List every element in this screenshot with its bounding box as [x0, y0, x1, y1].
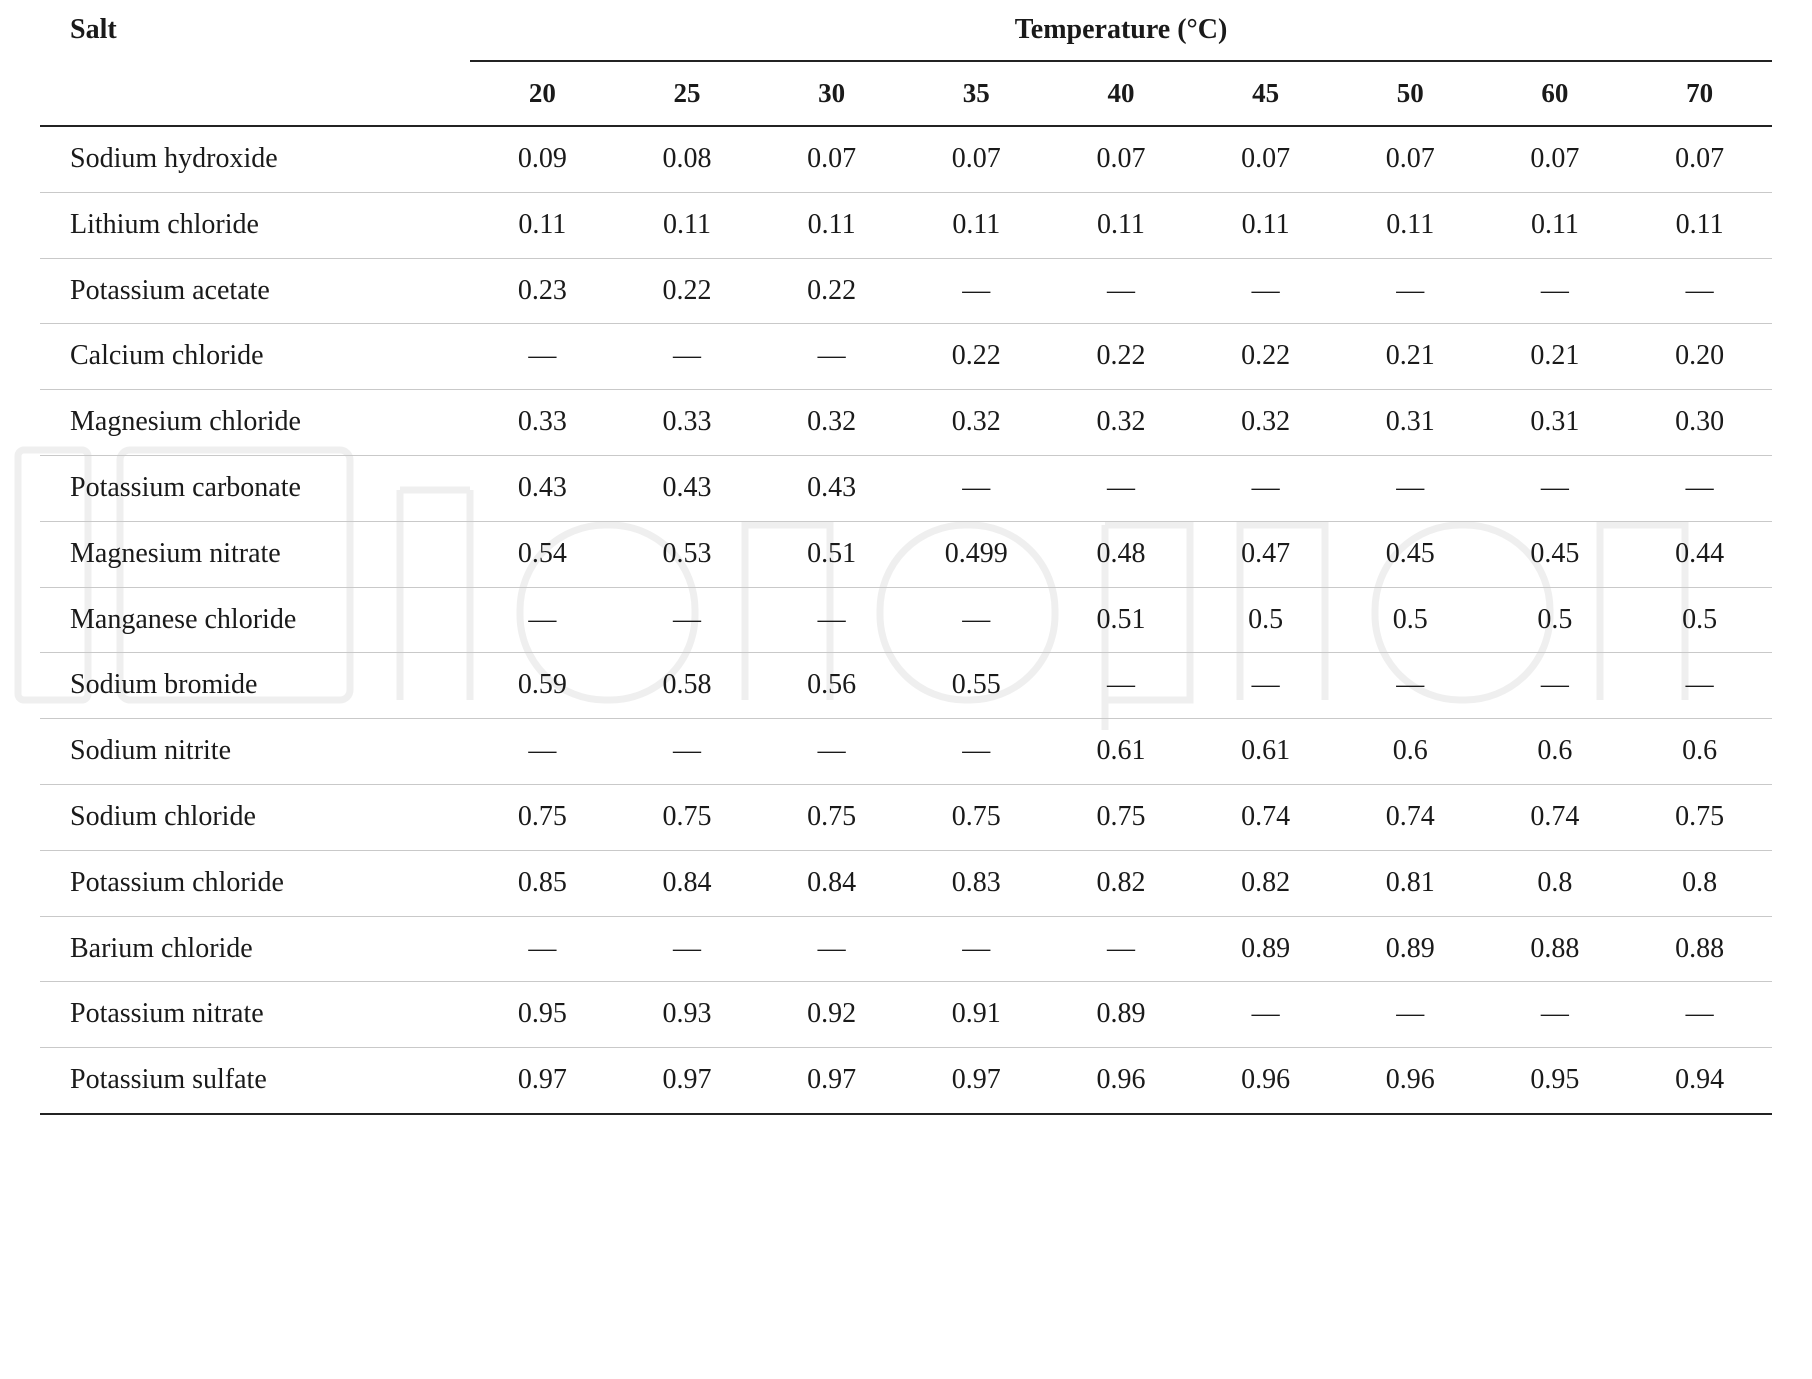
cell-value: 0.32: [1241, 406, 1291, 438]
cell-value: 0.74: [1385, 800, 1435, 832]
cell-value: 0.11: [663, 208, 711, 240]
cell-value: 0.31: [1530, 406, 1580, 438]
cell-value: 0.22: [951, 340, 1001, 372]
cell-value: —: [1540, 669, 1569, 701]
column-header-temp-20: 20: [528, 78, 556, 108]
cell-value: 0.22: [1096, 340, 1146, 372]
cell-value: 0.5: [1682, 603, 1718, 635]
column-header-temp-70: 70: [1686, 78, 1714, 108]
cell-value: 0.82: [1241, 866, 1291, 898]
column-header-temp-35: 35: [962, 78, 990, 108]
cell-value: 0.499: [944, 537, 1008, 569]
cell-value: —: [1396, 274, 1425, 306]
cell-value: —: [1106, 669, 1135, 701]
cell-value: —: [1540, 471, 1569, 503]
cell-value: —: [1396, 998, 1425, 1030]
cell-value: 0.44: [1675, 537, 1725, 569]
cell-value: 0.11: [518, 208, 567, 240]
cell-value: —: [962, 603, 991, 635]
cell-salt-name: Potassium carbonate: [70, 471, 301, 503]
cell-value: 0.6: [1682, 735, 1718, 767]
cell-value: 0.74: [1530, 800, 1580, 832]
cell-salt-name: Magnesium nitrate: [70, 537, 281, 569]
cell-value: —: [1106, 471, 1135, 503]
table-row: [40, 982, 1772, 1048]
cell-value: 0.09: [517, 143, 567, 174]
cell-value: 0.20: [1675, 340, 1725, 372]
cell-value: —: [528, 603, 557, 635]
column-header-salt: Salt: [70, 14, 117, 45]
cell-value: 0.11: [1530, 208, 1579, 240]
cell-value: 0.11: [1096, 208, 1145, 240]
cell-value: —: [1685, 998, 1714, 1030]
cell-value: —: [1106, 932, 1135, 964]
cell-value: 0.75: [517, 800, 567, 832]
table-head: [40, 0, 1772, 126]
cell-value: 0.5: [1537, 603, 1573, 635]
cell-value: 0.08: [662, 143, 712, 174]
cell-value: 0.89: [1385, 932, 1435, 964]
cell-value: 0.96: [1096, 1064, 1146, 1096]
cell-value: 0.6: [1392, 735, 1428, 767]
cell-value: 0.75: [1675, 800, 1725, 832]
cell-value: 0.31: [1385, 406, 1435, 438]
table-row: [40, 653, 1772, 719]
cell-value: 0.96: [1385, 1064, 1435, 1096]
cell-value: —: [1251, 669, 1280, 701]
table-row: [40, 587, 1772, 653]
cell-value: —: [672, 340, 701, 372]
cell-value: 0.8: [1537, 866, 1573, 898]
cell-value: 0.75: [807, 800, 857, 832]
cell-value: 0.32: [951, 406, 1001, 438]
cell-value: —: [528, 932, 557, 964]
cell-value: 0.54: [517, 537, 567, 569]
cell-value: 0.75: [1096, 800, 1146, 832]
cell-value: 0.48: [1096, 537, 1146, 569]
cell-value: 0.97: [662, 1064, 712, 1096]
cell-value: 0.75: [662, 800, 712, 832]
cell-value: 0.88: [1675, 932, 1725, 964]
cell-value: 0.74: [1241, 800, 1291, 832]
cell-value: 0.07: [1530, 143, 1580, 174]
cell-value: 0.81: [1385, 866, 1435, 898]
cell-value: 0.88: [1530, 932, 1580, 964]
cell-value: 0.47: [1241, 537, 1291, 569]
cell-value: 0.96: [1241, 1064, 1291, 1096]
cell-value: 0.11: [1675, 208, 1724, 240]
cell-value: 0.56: [807, 669, 857, 701]
cell-value: —: [817, 340, 846, 372]
cell-value: 0.11: [1386, 208, 1435, 240]
cell-salt-name: Sodium bromide: [70, 669, 258, 701]
cell-value: 0.07: [951, 143, 1001, 174]
cell-value: 0.95: [517, 998, 567, 1030]
column-header-temp-45: 45: [1252, 78, 1280, 108]
cell-value: 0.59: [517, 669, 567, 701]
table-row: [40, 390, 1772, 456]
cell-salt-name: Sodium hydroxide: [70, 143, 278, 174]
cell-salt-name: Sodium nitrite: [70, 735, 231, 767]
table-row: [40, 324, 1772, 390]
humidity-table: [40, 0, 1772, 1115]
cell-value: —: [1396, 669, 1425, 701]
table-row: [40, 521, 1772, 587]
table-row: [40, 455, 1772, 521]
cell-value: —: [1251, 998, 1280, 1030]
cell-salt-name: Magnesium chloride: [70, 406, 301, 438]
cell-value: —: [1685, 274, 1714, 306]
cell-value: 0.32: [1096, 406, 1146, 438]
cell-salt-name: Potassium chloride: [70, 866, 284, 898]
cell-value: 0.22: [807, 274, 857, 306]
cell-value: 0.11: [952, 208, 1001, 240]
cell-value: 0.55: [951, 669, 1001, 701]
cell-salt-name: Calcium chloride: [70, 340, 264, 372]
cell-value: 0.61: [1241, 735, 1291, 767]
cell-value: —: [1685, 669, 1714, 701]
cell-value: 0.07: [1241, 143, 1291, 174]
cell-value: 0.95: [1530, 1064, 1580, 1096]
cell-value: 0.89: [1096, 998, 1146, 1030]
cell-value: 0.5: [1392, 603, 1428, 635]
cell-value: —: [1685, 471, 1714, 503]
cell-value: 0.84: [662, 866, 712, 898]
cell-value: 0.94: [1675, 1064, 1725, 1096]
cell-salt-name: Potassium nitrate: [70, 998, 264, 1030]
cell-value: 0.82: [1096, 866, 1146, 898]
cell-value: 0.92: [807, 998, 857, 1030]
cell-value: 0.97: [951, 1064, 1001, 1096]
cell-value: 0.61: [1096, 735, 1146, 767]
cell-value: 0.33: [662, 406, 712, 438]
table-row: [40, 1048, 1772, 1114]
cell-value: 0.30: [1675, 406, 1725, 438]
table-row: [40, 192, 1772, 258]
table-row: [40, 126, 1772, 192]
cell-value: —: [1106, 274, 1135, 306]
cell-value: 0.22: [662, 274, 712, 306]
table-row: [40, 258, 1772, 324]
cell-value: 0.85: [517, 866, 567, 898]
cell-value: 0.53: [662, 537, 712, 569]
column-header-temp-50: 50: [1396, 78, 1424, 108]
cell-value: 0.07: [807, 143, 857, 174]
table-body: [40, 126, 1772, 1114]
cell-value: 0.97: [517, 1064, 567, 1096]
cell-salt-name: Sodium chloride: [70, 800, 256, 832]
cell-value: 0.84: [807, 866, 857, 898]
cell-value: 0.51: [1096, 603, 1146, 635]
table-row: [40, 850, 1772, 916]
table-header-row: [40, 0, 1772, 61]
cell-salt-name: Potassium acetate: [70, 274, 270, 306]
cell-value: —: [1251, 471, 1280, 503]
column-header-temp-40: 40: [1107, 78, 1135, 108]
column-header-temp-60: 60: [1541, 78, 1569, 108]
cell-value: 0.07: [1385, 143, 1435, 174]
cell-value: —: [962, 735, 991, 767]
cell-value: 0.11: [807, 208, 856, 240]
cell-value: 0.58: [662, 669, 712, 701]
cell-value: 0.75: [951, 800, 1001, 832]
cell-value: 0.21: [1385, 340, 1435, 372]
cell-value: —: [962, 274, 991, 306]
cell-value: 0.11: [1241, 208, 1290, 240]
table-row: [40, 916, 1772, 982]
cell-value: —: [1540, 274, 1569, 306]
cell-value: 0.45: [1530, 537, 1580, 569]
table-row: [40, 784, 1772, 850]
cell-value: —: [672, 932, 701, 964]
column-header-temperature: Temperature (°C): [470, 0, 1772, 61]
cell-value: 0.43: [662, 471, 712, 503]
cell-value: 0.23: [517, 274, 567, 306]
cell-value: —: [1396, 471, 1425, 503]
table-row: [40, 719, 1772, 785]
cell-value: 0.43: [517, 471, 567, 503]
cell-value: 0.21: [1530, 340, 1580, 372]
cell-value: 0.83: [951, 866, 1001, 898]
cell-salt-name: Potassium sulfate: [70, 1064, 267, 1096]
cell-value: 0.22: [1241, 340, 1291, 372]
cell-value: —: [672, 603, 701, 635]
cell-value: 0.07: [1675, 143, 1725, 174]
cell-value: 0.33: [517, 406, 567, 438]
cell-value: 0.07: [1096, 143, 1146, 174]
cell-value: —: [817, 932, 846, 964]
cell-value: 0.5: [1248, 603, 1284, 635]
cell-value: 0.45: [1385, 537, 1435, 569]
cell-salt-name: Manganese chloride: [70, 603, 297, 635]
cell-value: 0.8: [1682, 866, 1718, 898]
cell-value: —: [528, 735, 557, 767]
cell-value: —: [817, 735, 846, 767]
cell-value: —: [672, 735, 701, 767]
cell-value: —: [1540, 998, 1569, 1030]
cell-salt-name: Lithium chloride: [70, 208, 259, 240]
cell-value: 0.97: [807, 1064, 857, 1096]
cell-value: 0.93: [662, 998, 712, 1030]
cell-value: —: [528, 340, 557, 372]
column-header-temp-30: 30: [818, 78, 846, 108]
cell-value: 0.6: [1537, 735, 1573, 767]
cell-value: 0.89: [1241, 932, 1291, 964]
cell-value: 0.51: [807, 537, 857, 569]
cell-value: —: [817, 603, 846, 635]
cell-value: 0.91: [951, 998, 1001, 1030]
cell-salt-name: Barium chloride: [70, 932, 253, 964]
cell-value: —: [962, 932, 991, 964]
cell-value: —: [962, 471, 991, 503]
cell-value: 0.32: [807, 406, 857, 438]
column-header-temp-25: 25: [673, 78, 701, 108]
cell-value: 0.43: [807, 471, 857, 503]
cell-value: —: [1251, 274, 1280, 306]
